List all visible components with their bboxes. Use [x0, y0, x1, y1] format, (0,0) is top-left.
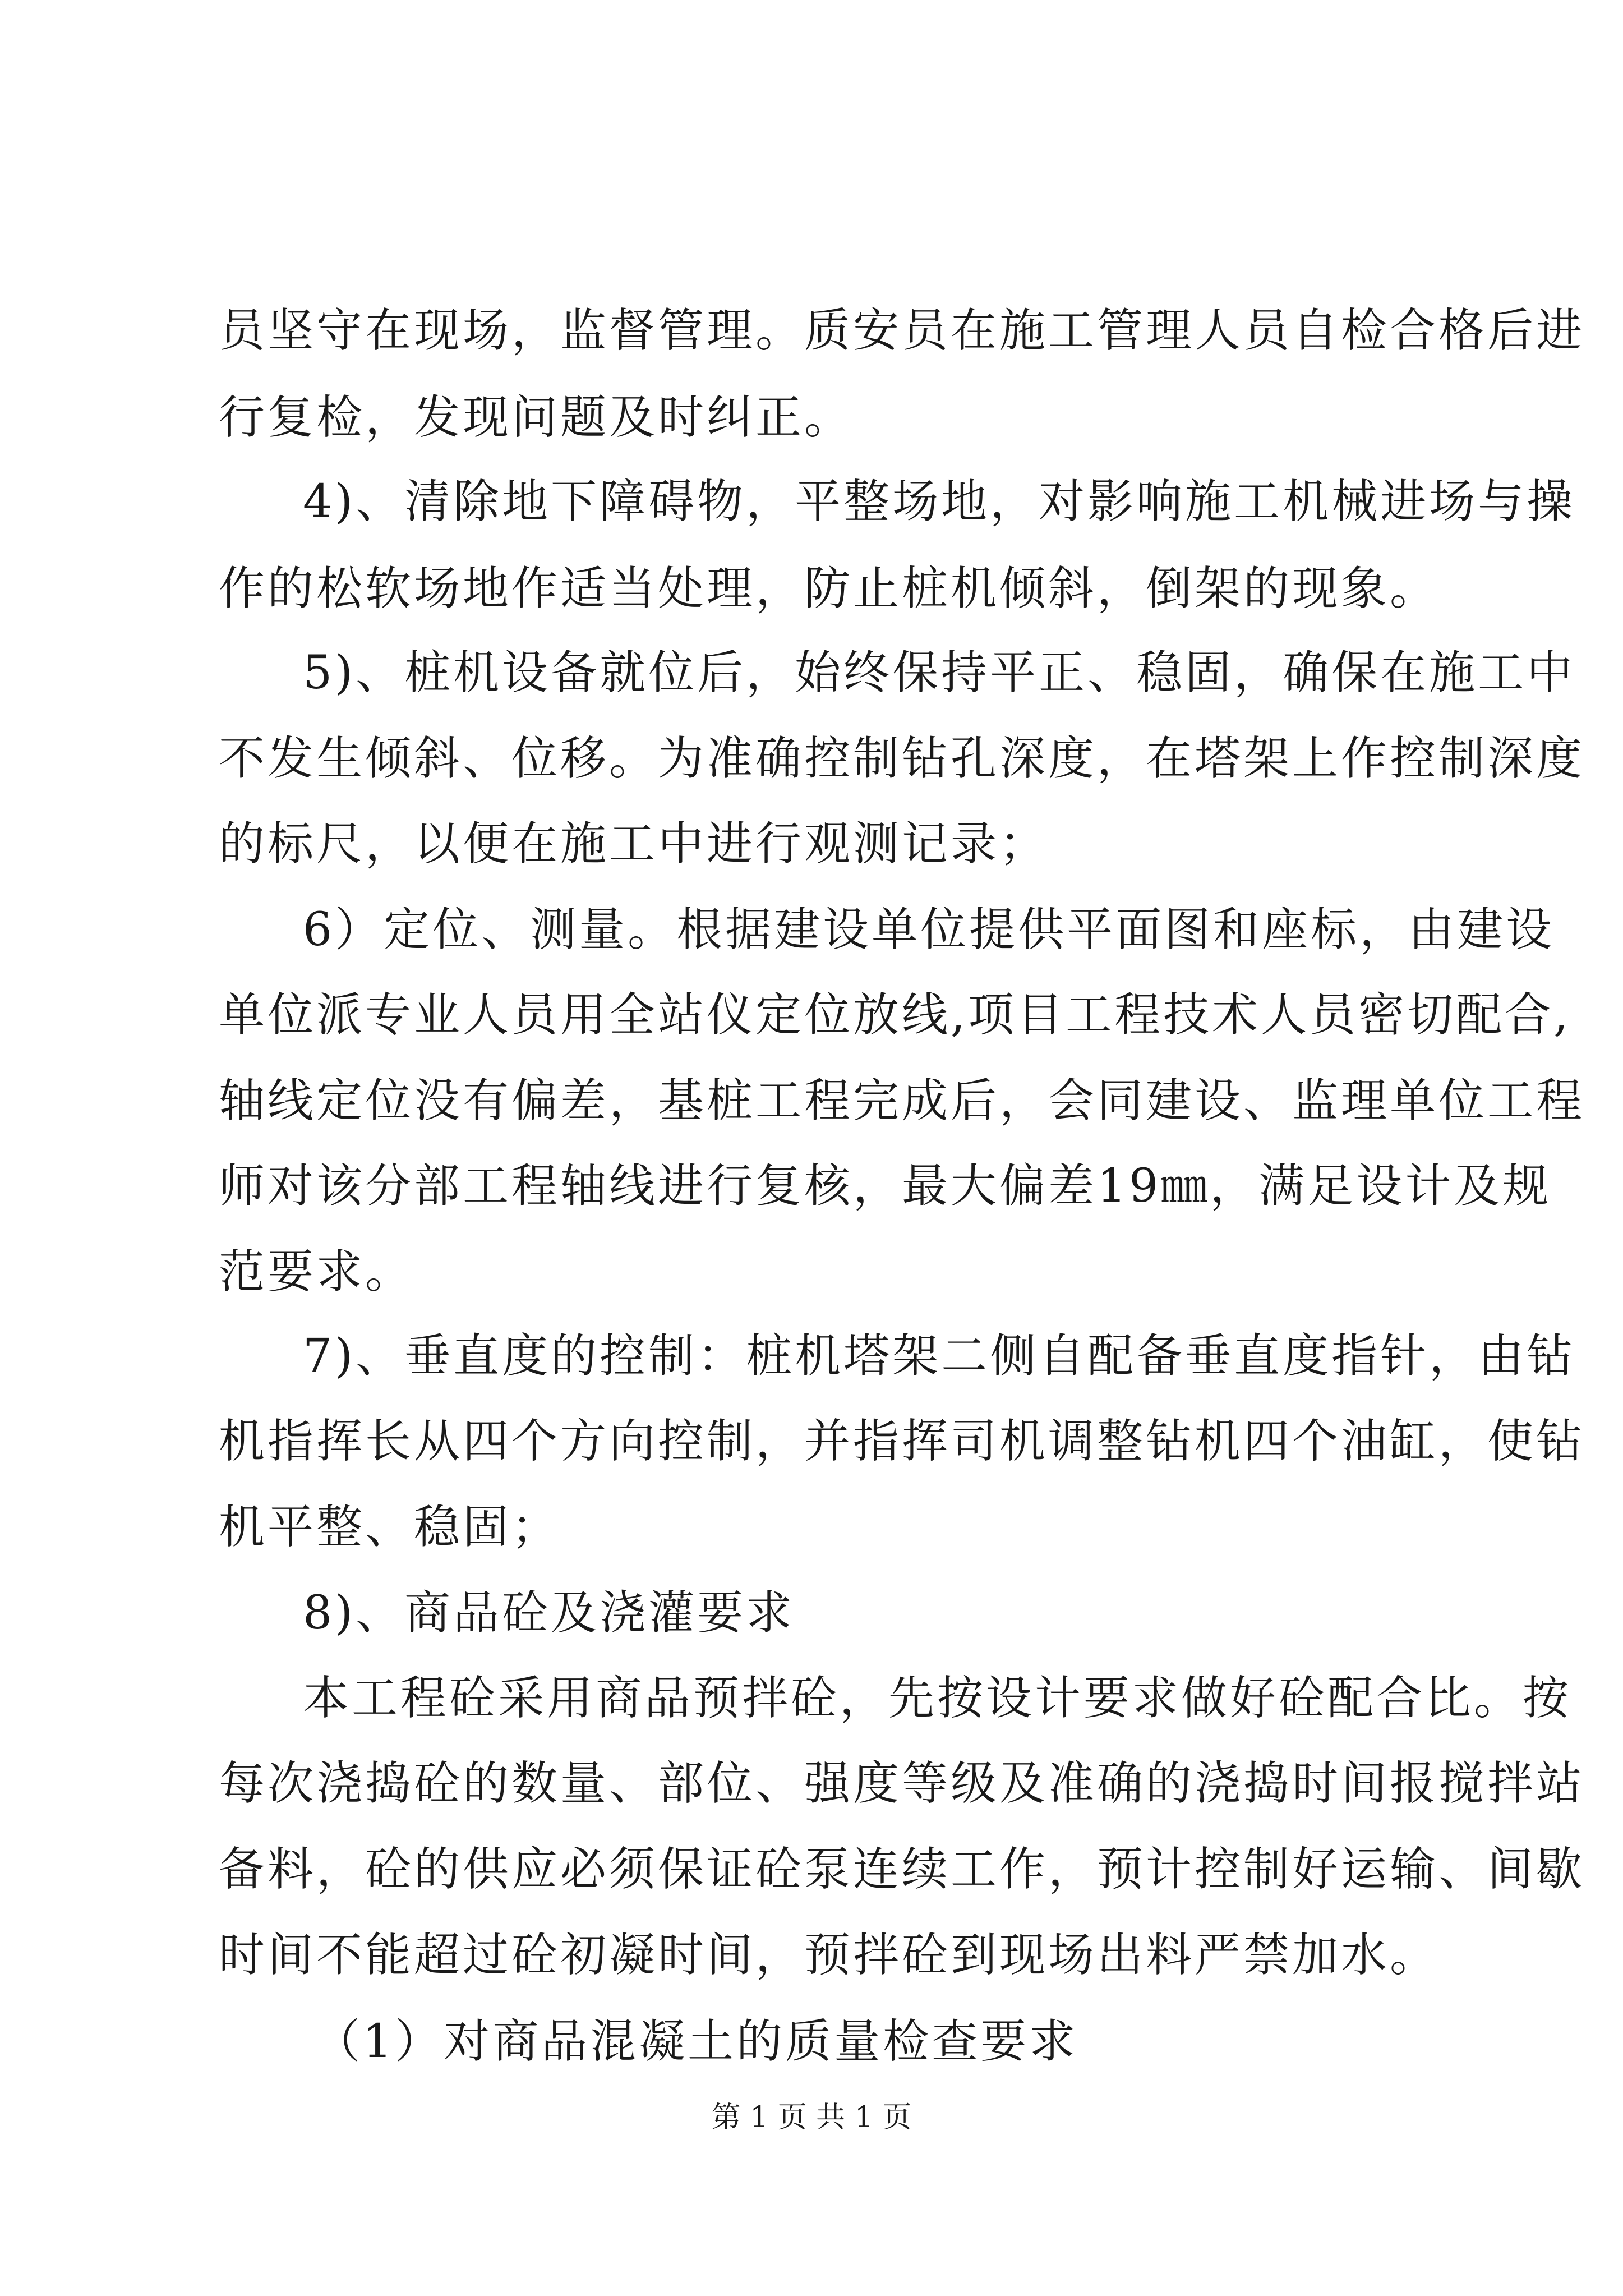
- text-line: 行复检，发现问题及时纠正。: [219, 391, 854, 444]
- page-footer: 第 1 页 共 1 页: [711, 2101, 912, 2134]
- text-line: 的标尺，以便在施工中进行观测记录；: [219, 817, 1049, 871]
- text-line: 不发生倾斜、位移。为准确控制钻孔深度，在塔架上作控制深度: [219, 732, 1585, 785]
- text-line: 轴线定位没有偏差，基桩工程完成后，会同建设、监理单位工程: [219, 1074, 1585, 1128]
- text-line: 7)、垂直度的控制：桩机塔架二侧自配备垂直度指针，由钻: [303, 1329, 1576, 1383]
- text-line: 4)、清除地下障碍物，平整场地，对影响施工机械进场与操: [303, 475, 1576, 528]
- text-line: 员坚守在现场，监督管理。质安员在施工管理人员自检合格后进: [219, 304, 1585, 357]
- text-line: 师对该分部工程轴线进行复核，最大偏差19㎜，满足设计及规: [219, 1159, 1552, 1213]
- text-line: 机平整、稳固；: [219, 1501, 561, 1554]
- text-line: 范要求。: [219, 1245, 414, 1299]
- text-line: 单位派专业人员用全站仪定位放线,项目工程技术人员密切配合,: [219, 988, 1571, 1042]
- text-line: 时间不能超过砼初凝时间，预拌砼到现场出料严禁加水。: [219, 1929, 1439, 1982]
- text-line: 备料，砼的供应必须保证砼泵连续工作，预计控制好运输、间歇: [219, 1843, 1585, 1896]
- text-line: 本工程砼采用商品预拌砼，先按设计要求做好砼配合比。按: [303, 1672, 1572, 1725]
- text-line: 8)、商品砼及浇灌要求: [303, 1586, 795, 1640]
- text-line: 作的松软场地作适当处理，防止桩机倾斜，倒架的现象。: [219, 562, 1439, 615]
- text-line: 5)、桩机设备就位后，始终保持平正、稳固，确保在施工中: [303, 646, 1576, 700]
- text-line: 机指挥长从四个方向控制，并指挥司机调整钻机四个油缸，使钻: [219, 1415, 1585, 1468]
- text-line: 6）定位、测量。根据建设单位提供平面图和座标，由建设: [303, 903, 1555, 956]
- text-line: 每次浇捣砼的数量、部位、强度等级及准确的浇捣时间报搅拌站: [219, 1757, 1585, 1810]
- text-line: （1）对商品混凝土的质量检查要求: [314, 2015, 1078, 2068]
